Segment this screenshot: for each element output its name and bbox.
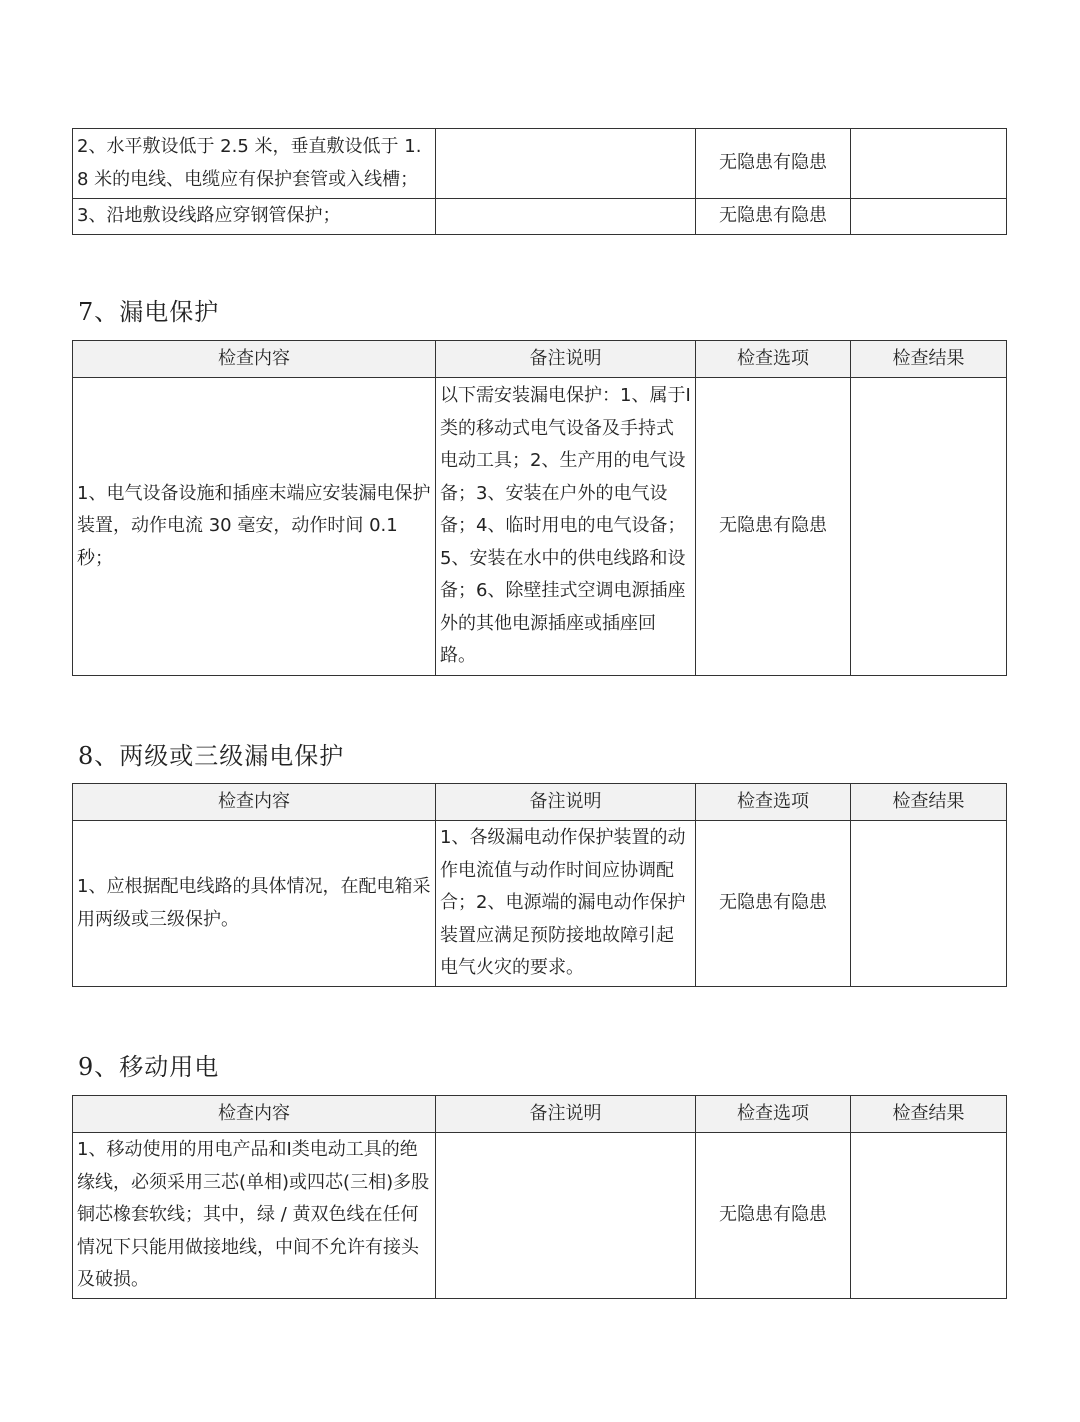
- result-cell[interactable]: [851, 1133, 1007, 1299]
- header-row: [73, 341, 1007, 378]
- header-result: 检查结果: [851, 341, 1007, 378]
- content-cell: 1、电气设备设施和插座末端应安装漏电保护装置，动作电流 30 毫安，动作时间 0.1秒；: [73, 378, 436, 676]
- table-row: [73, 129, 1007, 199]
- header-option: 检查选项: [696, 341, 851, 378]
- note-cell: [436, 1133, 696, 1299]
- note-cell: [436, 199, 696, 235]
- result-cell[interactable]: [851, 378, 1007, 676]
- option-cell[interactable]: 无隐患有隐患: [696, 378, 851, 676]
- content-cell: 1、应根据配电线路的具体情况，在配电箱采用两级或三级保护。: [73, 821, 436, 987]
- section-8-title: 8、两级或三级漏电保护: [78, 742, 345, 770]
- table-row: [73, 1133, 1007, 1299]
- header-note: 备注说明: [436, 1096, 696, 1133]
- option-cell[interactable]: 无隐患有隐患: [696, 129, 851, 199]
- table-row: [73, 821, 1007, 987]
- note-cell: 以下需安装漏电保护：1、属于Ⅰ类的移动式电气设备及手持式电动工具；2、生产用的电气设备；3、安装在户外的电气设备；4、临时用电的电气设备；5、安装在水中的供电线路和设备；6、除壁挂式空调电源插座外的其他电源插座或插座回路。: [436, 378, 696, 676]
- header-result: 检查结果: [851, 1096, 1007, 1133]
- header-content: 检查内容: [73, 784, 436, 821]
- section-9-title: 9、移动用电: [78, 1053, 220, 1081]
- header-row: [73, 1096, 1007, 1133]
- header-content: 检查内容: [73, 1096, 436, 1133]
- result-cell[interactable]: [851, 129, 1007, 199]
- section-7-title: 7、漏电保护: [78, 298, 220, 326]
- result-cell[interactable]: [851, 199, 1007, 235]
- note-cell: 1、各级漏电动作保护装置的动作电流值与动作时间应协调配合；2、电源端的漏电动作保护装置应满足预防接地故障引起电气火灾的要求。: [436, 821, 696, 987]
- content-cell: 2、水平敷设低于 2.5 米，垂直敷设低于 1.8 米的电线、电缆应有保护套管或入线槽；: [73, 129, 436, 199]
- content-cell: 3、沿地敷设线路应穿钢管保护；: [73, 199, 436, 235]
- table-row: [73, 378, 1007, 676]
- table-row: [73, 199, 1007, 235]
- result-cell[interactable]: [851, 821, 1007, 987]
- note-cell: [436, 129, 696, 199]
- header-note: 备注说明: [436, 784, 696, 821]
- section-7-table: [72, 340, 1007, 676]
- option-cell[interactable]: 无隐患有隐患: [696, 199, 851, 235]
- continued-table: [72, 128, 1007, 235]
- option-cell[interactable]: 无隐患有隐患: [696, 1133, 851, 1299]
- header-option: 检查选项: [696, 784, 851, 821]
- header-note: 备注说明: [436, 341, 696, 378]
- header-result: 检查结果: [851, 784, 1007, 821]
- header-row: [73, 784, 1007, 821]
- option-cell[interactable]: 无隐患有隐患: [696, 821, 851, 987]
- header-option: 检查选项: [696, 1096, 851, 1133]
- section-9-table: [72, 1095, 1007, 1299]
- content-cell: 1、移动使用的用电产品和Ⅰ类电动工具的绝缘线，必须采用三芯(单相)或四芯(三相)多股铜芯橡套软线；其中，绿 / 黄双色线在任何情况下只能用做接地线，中间不允许有接头及破损。: [73, 1133, 436, 1299]
- header-content: 检查内容: [73, 341, 436, 378]
- section-8-table: [72, 783, 1007, 987]
